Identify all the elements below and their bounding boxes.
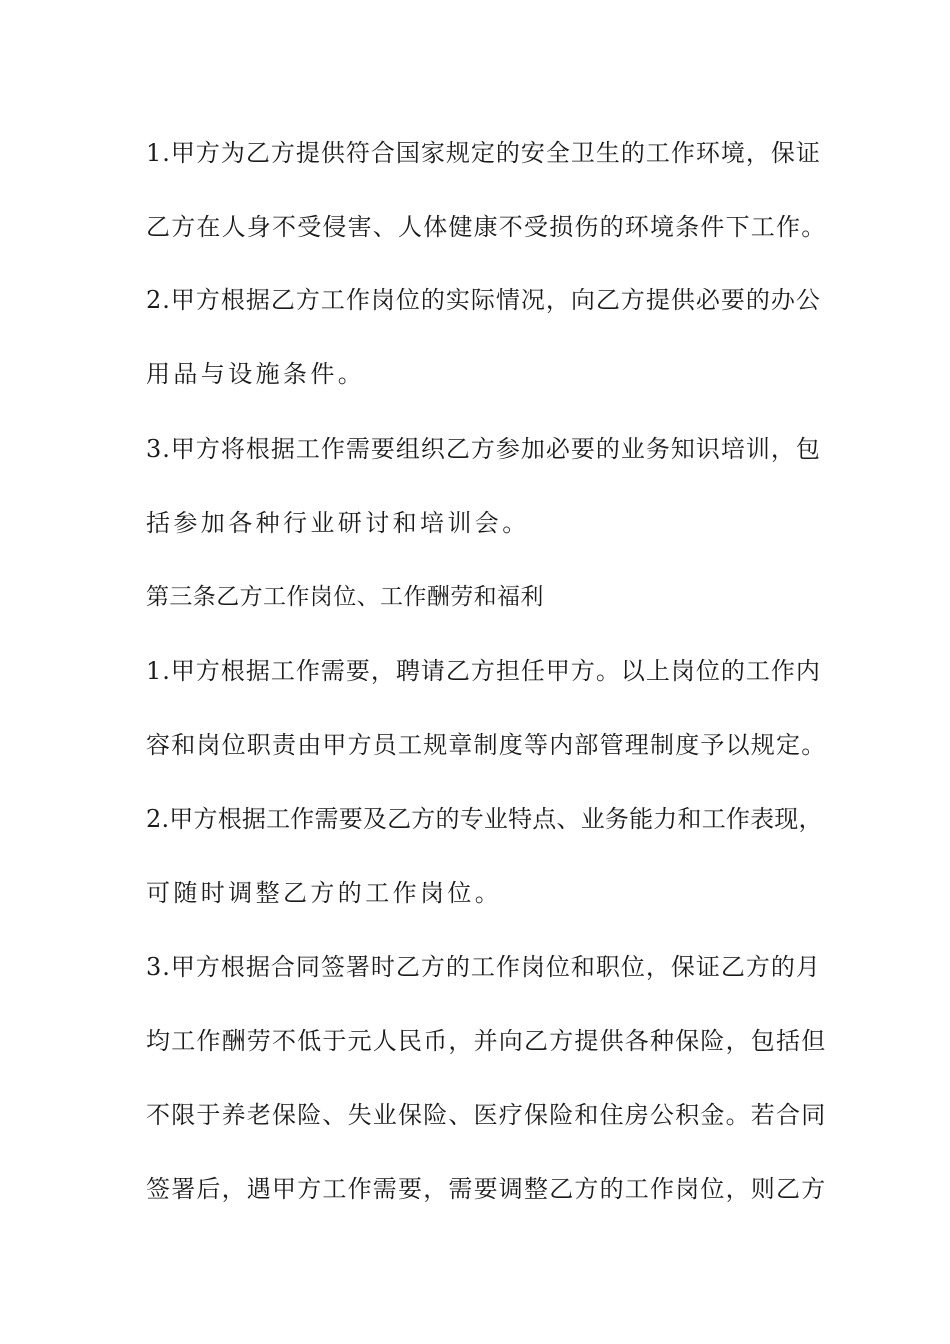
paragraph-line: 1.甲方为乙方提供符合国家规定的安全卫生的工作环境，保证 — [146, 139, 821, 167]
paragraph-line: 乙方在人身不受侵害、人体健康不受损伤的环境条件下工作。 — [146, 213, 827, 241]
paragraph-line: 括参加各种行业研讨和培训会。 — [146, 509, 530, 537]
paragraph-line: 不限于养老保险、失业保险、医疗保险和住房公积金。若合同 — [146, 1101, 827, 1129]
paragraph-line: 用品与设施条件。 — [146, 360, 366, 388]
paragraph-line: 3.甲方将根据工作需要组织乙方参加必要的业务知识培训，包 — [146, 435, 821, 463]
section-heading: 第三条乙方工作岗位、工作酬劳和福利 — [146, 584, 544, 610]
paragraph-line: 2.甲方根据工作需要及乙方的专业特点、业务能力和工作表现， — [146, 805, 823, 833]
paragraph-line: 可随时调整乙方的工作岗位。 — [146, 879, 503, 907]
paragraph-line: 签署后，遇甲方工作需要，需要调整乙方的工作岗位，则乙方 — [146, 1175, 827, 1203]
paragraph-line: 容和岗位职责由甲方员工规章制度等内部管理制度予以规定。 — [146, 731, 827, 759]
paragraph-line: 均工作酬劳不低于元人民币，并向乙方提供各种保险，包括但 — [146, 1027, 827, 1055]
paragraph-line: 1.甲方根据工作需要，聘请乙方担任甲方。以上岗位的工作内 — [146, 657, 821, 685]
paragraph-line: 3.甲方根据合同签署时乙方的工作岗位和职位，保证乙方的月 — [146, 953, 821, 981]
paragraph-line: 2.甲方根据乙方工作岗位的实际情况，向乙方提供必要的办公 — [146, 286, 821, 314]
